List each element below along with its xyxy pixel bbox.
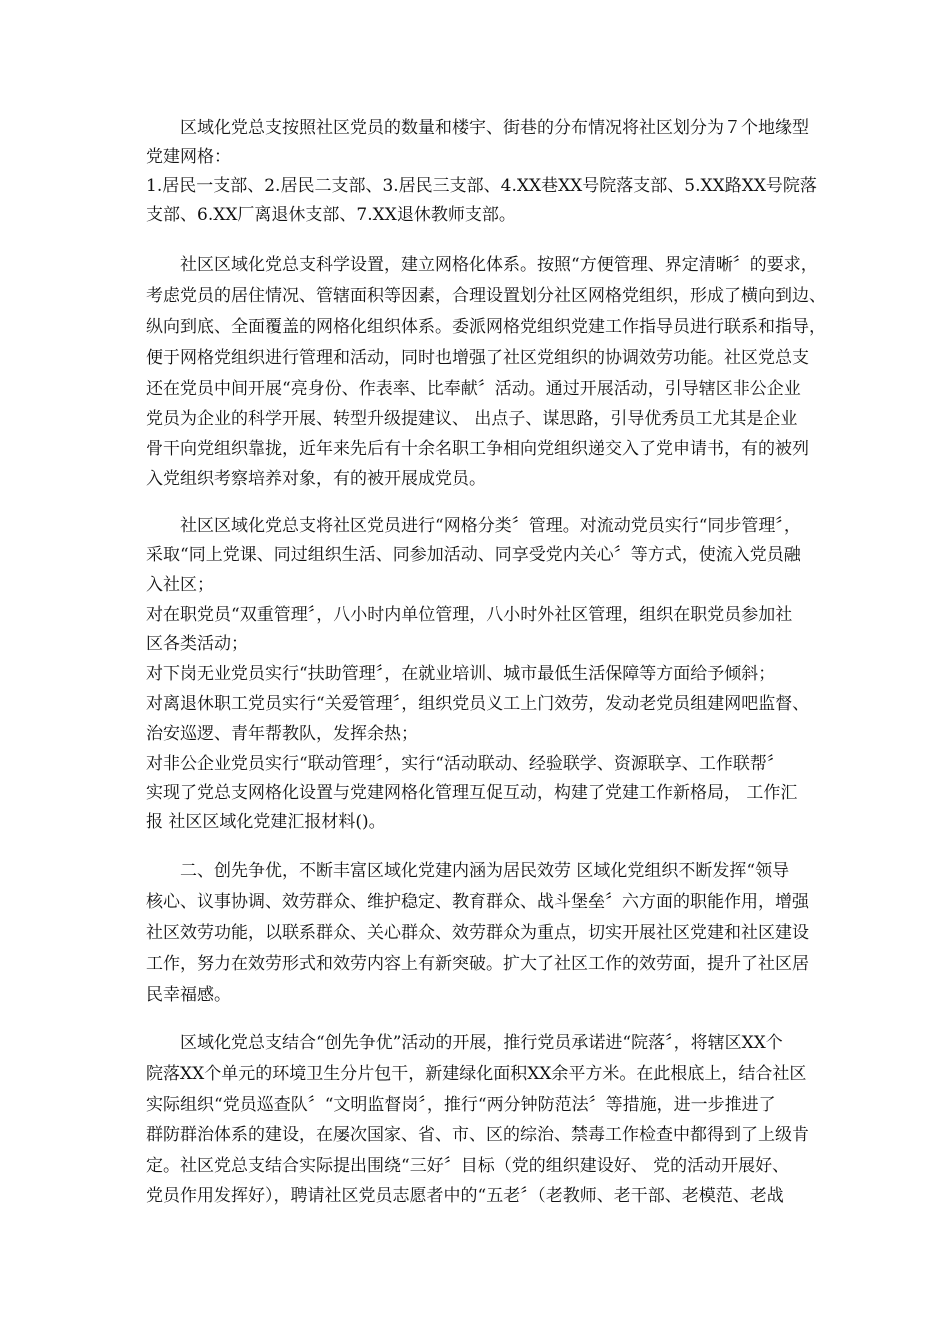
para-5-line-5: 定。社区党总支结合实际提出围绕“三好〞目标（党的组织建设好、 党的活动开展好、	[146, 1156, 790, 1176]
para-4-line-4: 工作，努力在效劳形式和效劳内容上有新突破。扩大了社区工作的效劳面，提升了社区居	[146, 954, 809, 974]
para-2-line-5: 还在党员中间开展“亮身份、作表率、比奉献〞活动。通过开展活动，引导辖区非公企业	[146, 379, 801, 399]
para-3-line-2: 采取“同上党课、同过组织生活、同参加活动、同享受党内关心〞等方式，使流入党员融	[146, 545, 801, 565]
list-line-1: 1.居民一支部、2.居民二支部、3.居民三支部、4.XX巷XX号院落支部、5.XX路XX号院落	[146, 176, 817, 196]
para-4-line-3: 社区效劳功能，以联系群众、关心群众、效劳群众为重点，切实开展社区党建和社区建设	[146, 923, 809, 943]
para-2-line-2: 考虑党员的居住情况、管辖面积等因素，合理设置划分社区网格党组织，形成了横向到边、	[146, 286, 826, 306]
para-5-line-4: 群防群治体系的建设，在屡次国家、省、市、区的综治、禁毒工作检查中都得到了上级肯	[146, 1125, 809, 1145]
para-3-line-8: 治安巡逻、青年帮教队，发挥余热；	[146, 724, 418, 744]
para-3-line-5: 区各类活动；	[146, 634, 248, 654]
para-2-line-7: 骨干向党组织靠拢，近年来先后有十余名职工争相向党组织递交入了党申请书，有的被列	[146, 439, 809, 459]
para-4-line-2: 核心、议事协调、效劳群众、维护稳定、教育群众、战斗堡垒〞六方面的职能作用，增强	[146, 892, 809, 912]
para-1-line-2: 党建网格：	[146, 147, 231, 167]
para-1-line-1: 区域化党总支按照社区党员的数量和楼宇、街巷的分布情况将社区划分为７个地缘型	[180, 118, 809, 138]
para-2-line-1: 社区区域化党总支科学设置，建立网格化体系。按照“方便管理、界定清晰〞的要求，	[180, 255, 818, 275]
para-2-line-6: 党员为企业的科学开展、转型升级提建议、 出点子、谋思路，引导优秀员工尤其是企业	[146, 409, 798, 429]
para-5-line-3: 实际组织“党员巡查队〞“文明监督岗〞，推行“两分钟防范法〞等措施，进一步推进了	[146, 1095, 776, 1115]
para-2-line-4: 便于网格党组织进行管理和活动，同时也增强了社区党组织的协调效劳功能。社区党总支	[146, 348, 809, 368]
para-3-line-9: 对非公企业党员实行“联动管理〞，实行“活动联动、经验联学、资源联享、工作联帮〞	[146, 754, 784, 774]
para-3-line-10: 实现了党总支网格化设置与党建网格化管理互促互动，构建了党建工作新格局， 工作汇	[146, 783, 798, 803]
para-5-line-2: 院落XX个单元的环境卫生分片包干，新建绿化面积XX余平方米。在此根底上，结合社区	[146, 1064, 807, 1084]
para-5-line-6: 党员作用发挥好），聘请社区党员志愿者中的“五老〞（老教师、老干部、老模范、老战	[146, 1186, 784, 1206]
para-3-line-4: 对在职党员“双重管理〞，八小时内单位管理，八小时外社区管理，组织在职党员参加社	[146, 605, 793, 625]
para-3-line-1: 社区区域化党总支将社区党员进行“网格分类〞管理。对流动党员实行“同步管理〞，	[180, 516, 801, 536]
para-4-line-1: 二、创先争优，不断丰富区域化党建内涵为居民效劳 区域化党组织不断发挥“领导	[180, 861, 790, 881]
para-4-line-5: 民幸福感。	[146, 985, 231, 1005]
para-2-line-8: 入党组织考察培养对象，有的被开展成党员。	[146, 469, 486, 489]
para-5-line-1: 区域化党总支结合“创先争优”活动的开展，推行党员承诺进“院落〞，将辖区XX个	[180, 1033, 783, 1053]
para-2-line-3: 纵向到底、全面覆盖的网格化组织体系。委派网格党组织党建工作指导员进行联系和指导，	[146, 317, 826, 337]
para-3-line-11: 报 社区区域化党建汇报材料()。	[146, 812, 386, 832]
para-3-line-6: 对下岗无业党员实行“扶助管理〞，在就业培训、城市最低生活保障等方面给予倾斜；	[146, 664, 776, 684]
list-line-2: 支部、6.XX厂离退休支部、7.XX退休教师支部。	[146, 205, 516, 225]
para-3-line-3: 入社区；	[146, 575, 214, 595]
para-3-line-7: 对离退休职工党员实行“关爱管理〞，组织党员义工上门效劳，发动老党员组建网吧监督、	[146, 694, 810, 714]
